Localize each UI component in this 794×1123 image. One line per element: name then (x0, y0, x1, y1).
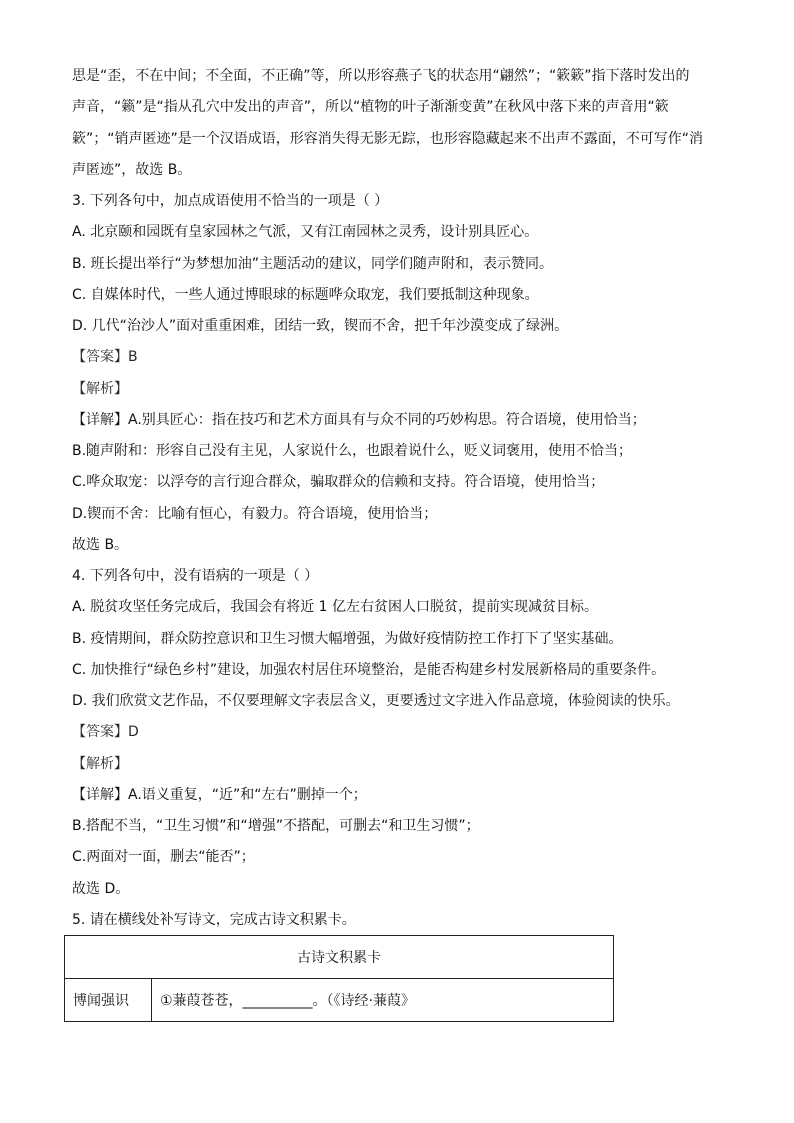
card-row-content: ①蒹葭苍苍，__________。（《诗经·蒹葭》 (152, 979, 614, 1022)
question-3-detail: C.哗众取宠：以浮夸的言行迎合群众，骗取群众的信赖和支持。符合语境，使用恰当； (72, 474, 605, 490)
text-line: 声匿迹”，故选 B。 (72, 162, 192, 178)
question-4-detail: 【详解】A.语义重复，“近”和“左右”删掉一个； (72, 787, 367, 803)
card-title: 古诗文积累卡 (65, 936, 614, 979)
question-4-option-b: B. 疫情期间，群众防控意识和卫生习惯大幅增强，为做好疫情防控工作打下了坚实基础。 (72, 631, 623, 647)
card-row-label: 博闻强识 (65, 979, 152, 1022)
question-4-answer: 【答案】D (72, 724, 139, 740)
question-4-analysis-label: 【解析】 (72, 756, 128, 772)
question-3-answer: 【答案】B (72, 349, 138, 365)
question-3-detail: D.锲而不舍：比喻有恒心，有毅力。符合语境，使用恰当； (72, 506, 438, 522)
question-3-stem: 3. 下列各句中，加点成语使用不恰当的一项是（ ） (72, 193, 389, 209)
question-5-stem: 5. 请在横线处补写诗文，完成古诗文积累卡。 (72, 912, 356, 928)
question-3-option-b: B. 班长提出举行“为梦想加油”主题活动的建议，同学们随声附和，表示赞同。 (72, 256, 554, 272)
question-4-option-c: C. 加快推行“绿色乡村”建设，加强农村居住环境整治，是能否构建乡村发展新格局的重要条件。 (72, 662, 666, 678)
poetry-accumulation-card (64, 935, 614, 1022)
text-line: 声音，“籁”是“指从孔穴中发出的声音”，所以“植物的叶子渐渐变黄”在秋风中落下来的声音用“簌 (72, 99, 669, 115)
question-4-detail: C.两面对一面，删去“能否”； (72, 849, 255, 865)
text-line: 簌”；“销声匿迹”是一个汉语成语，形容消失得无影无踪，也形容隐藏起来不出声不露面，不可写作“消 (72, 131, 704, 147)
question-3-detail: 【详解】A.别具匠心：指在技巧和艺术方面具有与众不同的巧妙构思。符合语境，使用恰当； (72, 412, 646, 428)
question-4-detail: B.搭配不当，“卫生习惯”和“增强”不搭配，可删去“和卫生习惯”； (72, 818, 480, 834)
text-line: 思是“歪，不在中间；不全面，不正确”等，所以形容燕子飞的状态用“翩然”；“簌簌”指下落时发出的 (72, 68, 690, 84)
question-3-conclusion: 故选 B。 (72, 537, 129, 553)
question-3-detail: B.随声附和：形容自己没有主见，人家说什么，也跟着说什么，贬义词褒用，使用不恰当； (72, 443, 633, 459)
question-3-option-d: D. 几代“治沙人”面对重重困难，团结一致，锲而不舍，把千年沙漠变成了绿洲。 (72, 318, 569, 334)
question-4-option-a: A. 脱贫攻坚任务完成后，我国会有将近 1 亿左右贫困人口脱贫，提前实现减贫目标。 (72, 599, 599, 615)
question-3-option-a: A. 北京颐和园既有皇家园林之气派，又有江南园林之灵秀，设计别具匠心。 (72, 224, 539, 240)
question-3-analysis-label: 【解析】 (72, 381, 128, 397)
question-3-option-c: C. 自媒体时代，一些人通过博眼球的标题哗众取宠，我们要抵制这种现象。 (72, 287, 539, 303)
question-4-option-d: D. 我们欣赏文艺作品，不仅要理解文字表层含义，更要透过文字进入作品意境，体验阅读的快乐。 (72, 693, 680, 709)
question-4-conclusion: 故选 D。 (72, 881, 130, 897)
question-4-stem: 4. 下列各句中，没有语病的一项是（ ） (72, 568, 319, 584)
